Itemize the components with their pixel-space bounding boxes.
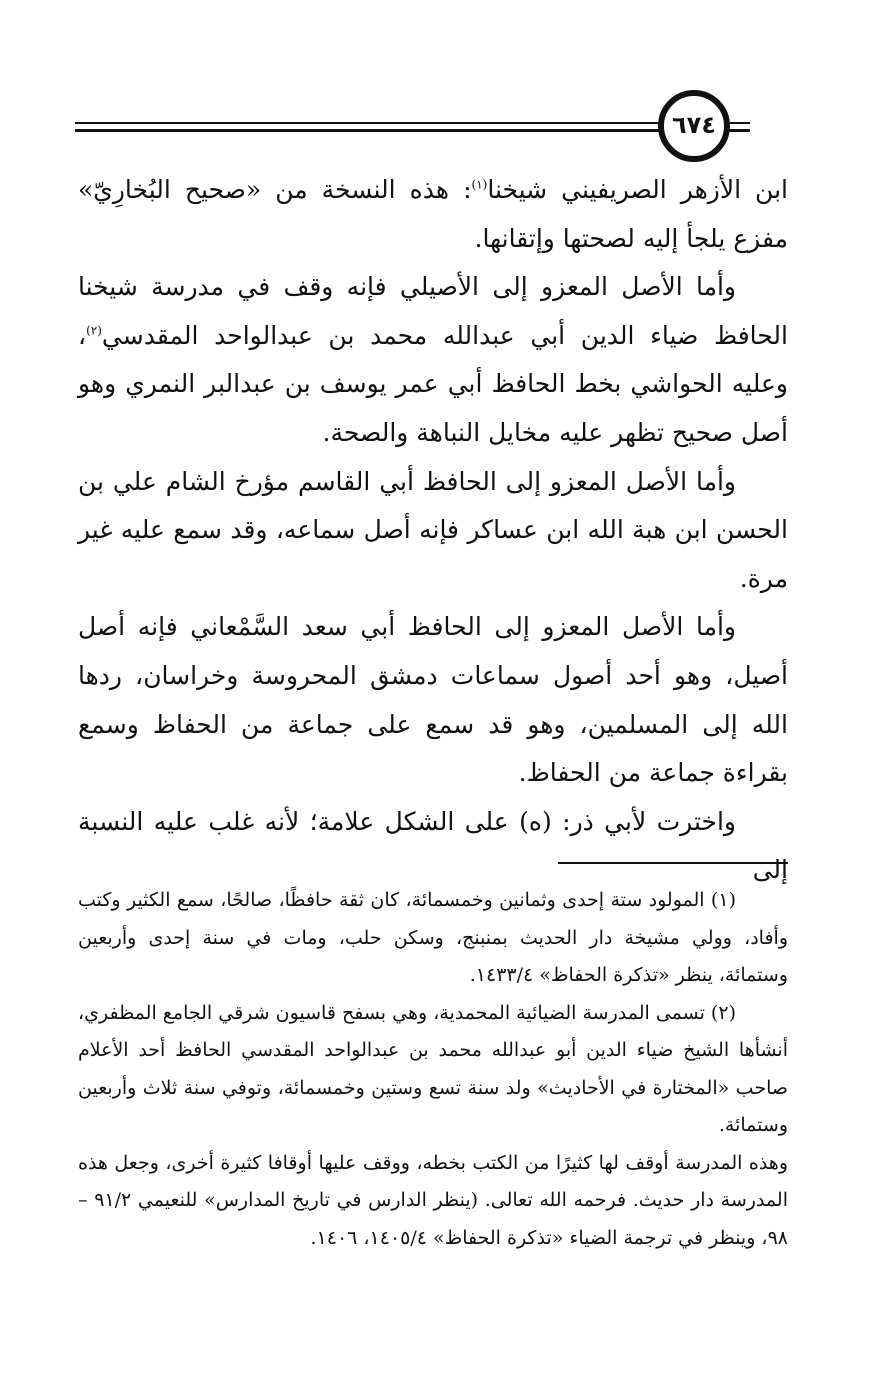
paragraph-2-text-b: ، وعليه الحواشي بخط الحافظ أبي عمر يوسف بن عبدالبر النمري وهو أصل صحيح تظهر عليه مخايل النباهة والصحة. — [78, 320, 788, 447]
footnote-1: (١) المولود ستة إحدى وثمانين وخمسمائة، كان ثقة حافظًا، صالحًا، سمع الكثير وكتب وأفاد، وولي مشيخة دار الحديث بمنبنج، وسكن حلب، ومات في سنة إحدى وأربعين وستمائة، ينظر «تذكرة الحفاظ» ١٤٣٣/٤. — [78, 889, 788, 986]
main-text — [78, 166, 788, 895]
footnote-separator — [558, 862, 788, 864]
footnote-ref-1: (١) — [471, 177, 488, 192]
footnote-2-continuation: وهذه المدرسة أوقف لها كثيرًا من الكتب بخطه، ووقف عليها أوقافا كثيرة أخرى، وجعل هذه المدرسة دار حديث. فرحمه الله تعالى. (ينظر الدارس في تاريخ المدارس» للنعيمي ٩١/٢ – ٩٨، وينظر في ترجمة الضياء «تذكرة الحفاظ» ١٤٠٥/٤، ١٤٠٦. — [78, 1151, 788, 1249]
footnote-2: (٢) تسمى المدرسة الضيائية المحمدية، وهي بسفح قاسيون شرقي الجامع المظفري، أنشأها الشيخ ضياء الدين أبو عبدالله محمد بن عبدالواحد المقدسي الحافظ أحد الأعلام صاحب «المختارة في الأحاديث» ولد سنة تسع وستين وخمسمائة، وتوفي سنة ثلاث وأربعين وستمائة. — [78, 1001, 788, 1136]
header-rule-top-left — [75, 122, 663, 124]
paragraph-3: وأما الأصل المعزو إلى الحافظ أبي القاسم مؤرخ الشام علي بن الحسن ابن هبة الله ابن عساكر فإنه أصل سماعه، وقد سمع عليه غير مرة. — [78, 466, 788, 593]
paragraph-2 — [78, 263, 788, 457]
paragraph-1 — [78, 166, 788, 263]
paragraph-5: واخترت لأبي ذر: (ه) على الشكل علامة؛ لأنه غلب عليه النسبة إلى — [78, 806, 788, 885]
paragraph-1-text-a: ابن الأزهر الصريفيني شيخنا — [487, 175, 788, 204]
footnotes — [78, 882, 788, 1257]
header-rule-bottom-left — [75, 129, 663, 132]
paragraph-1-text-b: : هذه النسخة من «صحيح البُخارِيّ» مفزع يلجأ إليه لصحتها وإتقانها. — [78, 175, 788, 253]
footnote-ref-2: (٢) — [86, 323, 102, 338]
page-header — [0, 0, 873, 165]
page-number-badge — [658, 90, 730, 162]
page-number: ٦٧٤ — [672, 111, 716, 139]
paragraph-2-text-a: وأما الأصل المعزو إلى الأصيلي فإنه وقف في مدرسة شيخنا الحافظ ضياء الدين أبي عبدالله محمد بن عبدالواحد المقدسي — [78, 272, 788, 350]
paragraph-4: وأما الأصل المعزو إلى الحافظ أبي سعد السَّمْعاني فإنه أصل أصيل، وهو أحد أصول سماعات دمشق المحروسة وخراسان، ردها الله إلى المسلمين، وهو قد سمع على جماعة من الحفاظ وسمع بقراءة جماعة من الحفاظ. — [78, 612, 788, 788]
